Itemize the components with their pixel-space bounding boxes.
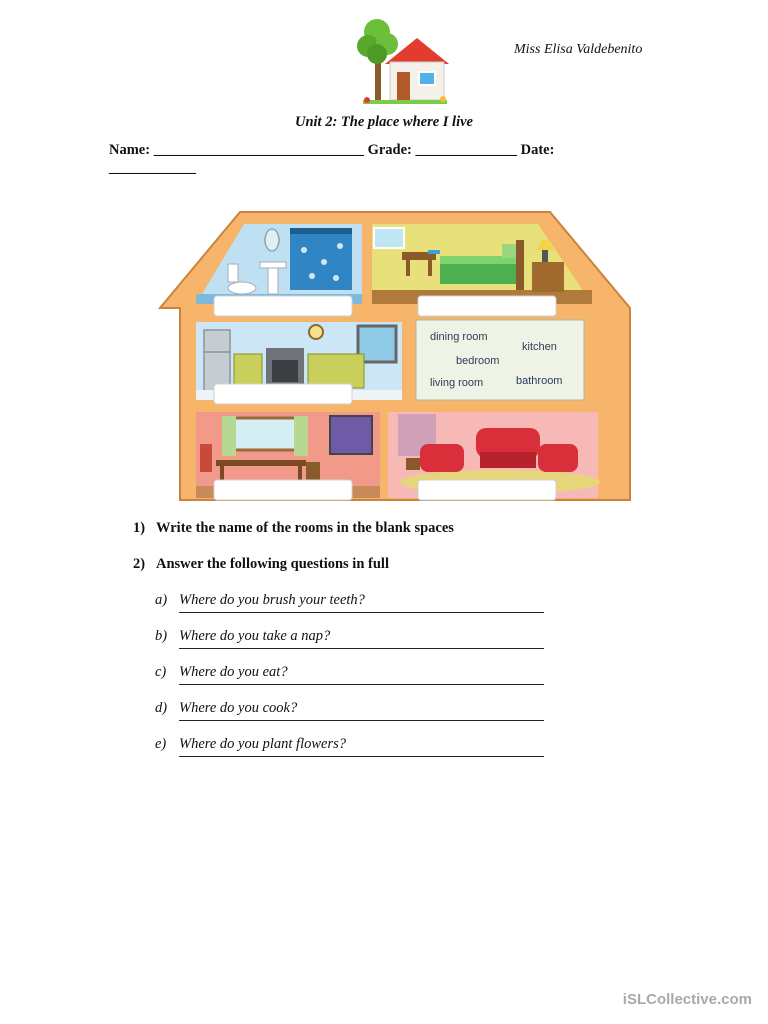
question-text: Where do you cook? bbox=[179, 700, 298, 716]
house-logo-image bbox=[355, 16, 451, 106]
question-d bbox=[155, 700, 555, 736]
blank-space-dining-room bbox=[214, 480, 352, 500]
question-letter: a) bbox=[155, 592, 168, 608]
question-text: Where do you brush your teeth? bbox=[179, 592, 365, 608]
word-bank-dining-room: dining room bbox=[430, 331, 488, 343]
word-bank-living-room: living room bbox=[430, 377, 484, 389]
question-text: Where do you take a nap? bbox=[179, 628, 331, 644]
student-info-line[interactable]: Name: _____________________________ Grade: ______________ Date: bbox=[109, 142, 555, 158]
blank-space-bathroom bbox=[214, 296, 352, 316]
instruction-number: 2) bbox=[133, 556, 146, 572]
question-letter: b) bbox=[155, 628, 168, 644]
house-rooms-illustration bbox=[140, 200, 650, 518]
question-b bbox=[155, 628, 555, 664]
blank-space-kitchen bbox=[214, 384, 352, 404]
instruction-number: 1) bbox=[133, 520, 146, 536]
answer-line[interactable] bbox=[179, 720, 544, 721]
instruction-1 bbox=[133, 520, 533, 540]
question-c bbox=[155, 664, 555, 700]
question-text: Where do you plant flowers? bbox=[179, 736, 346, 752]
answer-line[interactable] bbox=[179, 612, 544, 613]
blank-space-living-room bbox=[418, 480, 556, 500]
instruction-text: Answer the following questions in full bbox=[156, 556, 389, 572]
blank-space-bedroom bbox=[418, 296, 556, 316]
word-bank-bathroom: bathroom bbox=[516, 375, 563, 387]
question-e bbox=[155, 736, 555, 772]
watermark: iSLCollective.com bbox=[622, 991, 752, 1008]
question-letter: c) bbox=[155, 664, 167, 680]
instruction-text: Write the name of the rooms in the blank spaces bbox=[156, 520, 454, 536]
question-text: Where do you eat? bbox=[179, 664, 288, 680]
word-bank-bedroom: bedroom bbox=[456, 355, 500, 367]
teacher-name: Miss Elisa Valdebenito bbox=[514, 42, 643, 57]
question-letter: d) bbox=[155, 700, 168, 716]
word-bank-kitchen: kitchen bbox=[522, 341, 557, 353]
answer-line[interactable] bbox=[179, 684, 544, 685]
question-letter: e) bbox=[155, 736, 167, 752]
worksheet-title: Unit 2: The place where I live bbox=[294, 114, 473, 130]
answer-line[interactable] bbox=[179, 648, 544, 649]
date-blank[interactable]: ____________ bbox=[109, 160, 196, 176]
instruction-2 bbox=[133, 556, 533, 576]
question-a bbox=[155, 592, 555, 628]
answer-line[interactable] bbox=[179, 756, 544, 757]
